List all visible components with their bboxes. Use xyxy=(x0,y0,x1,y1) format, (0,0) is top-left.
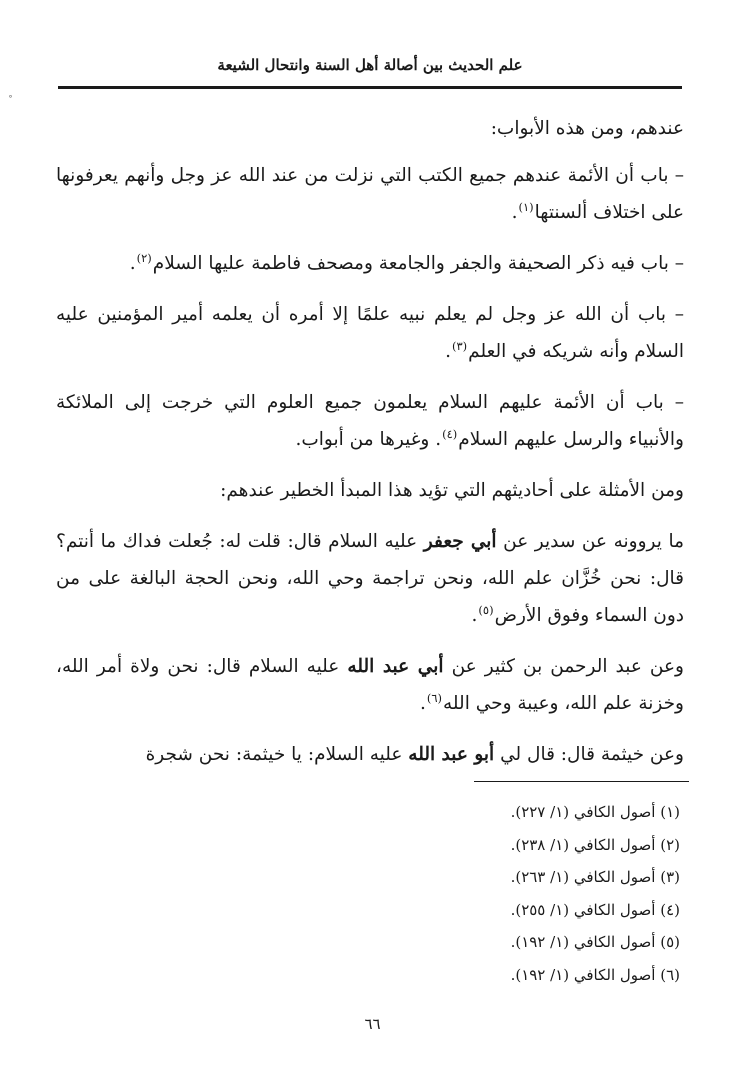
footnote-ref: (٢) xyxy=(136,250,152,265)
list-item-text: – باب فيه ذكر الصحيفة والجفر والجامعة ومصحف فاطمة عليها السلام xyxy=(152,253,684,274)
scan-mark: ˚ xyxy=(8,96,13,107)
hadith-text: عليه السلام قال: نحن ولاة أمر الله، وخزنة علم الله، وعيبة وحي الله xyxy=(56,656,684,714)
list-item-tail: . وغيرها من أبواب. xyxy=(295,429,442,450)
footnote-divider xyxy=(474,781,689,782)
footnote-ref: (٥) xyxy=(478,602,494,617)
footnote-ref: (١) xyxy=(518,199,534,214)
hadith-tail: . xyxy=(419,693,426,714)
footnote: (٣) أصول الكافي (١/ ٢٦٣). xyxy=(510,868,680,886)
list-item-tail: . xyxy=(129,253,136,274)
hadith-text: عليه السلام قال: قلت له: جُعلت فداك ما أنتم؟ قال: نحن خُزَّان علم الله، ونحن تراجمة وحي الله، ونحن الحجة البالغة على من دون السماء وفوق الأرض xyxy=(56,531,684,626)
list-item xyxy=(56,245,684,282)
list-item xyxy=(56,384,684,458)
footnote-ref: (٤) xyxy=(442,426,458,441)
list-item-tail: . xyxy=(445,341,451,362)
hadith-example xyxy=(56,736,684,773)
narrator-name: أبو عبد الله xyxy=(408,744,495,765)
hadith-example xyxy=(56,523,684,634)
footnote: (٢) أصول الكافي (١/ ٢٣٨). xyxy=(510,835,680,854)
hadith-example xyxy=(56,648,684,722)
footnote: (٤) أصول الكافي (١/ ٢٥٥). xyxy=(510,900,680,919)
narrator-name: أبي جعفر xyxy=(423,531,497,552)
hadith-text: وعن خيثمة قال: قال لي xyxy=(500,744,684,765)
list-item xyxy=(56,157,684,231)
list-item-tail: . xyxy=(511,202,518,223)
footnotes xyxy=(56,796,680,991)
footnote-ref: (٦) xyxy=(426,690,443,705)
footnote-ref: (٣) xyxy=(451,338,468,353)
examples-intro: ومن الأمثلة على أحاديثهم التي تؤيد هذا المبدأ الخطير عندهم: xyxy=(220,480,684,501)
page-number: ٦٦ xyxy=(364,1015,381,1033)
hadith-text: ما يروونه عن سدير عن xyxy=(503,531,685,552)
list-item-text: – باب أن الأئمة عندهم جميع الكتب التي نزلت من عند الله عز وجل وأنهم يعرفونها على اختلاف ألسنتها xyxy=(56,165,684,223)
narrator-name: أبي عبد الله xyxy=(347,656,444,677)
hadith-text: وعن عبد الرحمن بن كثير عن xyxy=(451,656,684,677)
header-divider xyxy=(58,86,682,89)
main-text xyxy=(56,110,684,787)
hadith-text: عليه السلام: يا خيثمة: نحن شجرة xyxy=(145,744,403,765)
footnote: (٦) أصول الكافي (١/ ١٩٢). xyxy=(510,965,680,984)
footnote: (١) أصول الكافي (١/ ٢٢٧). xyxy=(510,803,680,821)
intro-paragraph: عندهم، ومن هذه الأبواب: xyxy=(490,118,684,139)
list-item-text: – باب أن الأئمة عليهم السلام يعلمون جميع العلوم التي خرجت إلى الملائكة والأنبياء والرسل عليهم السلام xyxy=(56,392,684,450)
list-item-text: – باب أن الله عز وجل لم يعلم نبيه علمًا إلا أمره أن يعلمه أمير المؤمنين عليه السلام وأنه شريكه في العلم xyxy=(56,304,684,362)
list-item xyxy=(56,296,684,370)
footnote: (٥) أصول الكافي (١/ ١٩٢). xyxy=(510,933,680,951)
hadith-tail: . xyxy=(471,605,478,626)
running-header-title: علم الحديث بين أصالة أهل السنة وانتحال الشيعة xyxy=(217,56,523,74)
